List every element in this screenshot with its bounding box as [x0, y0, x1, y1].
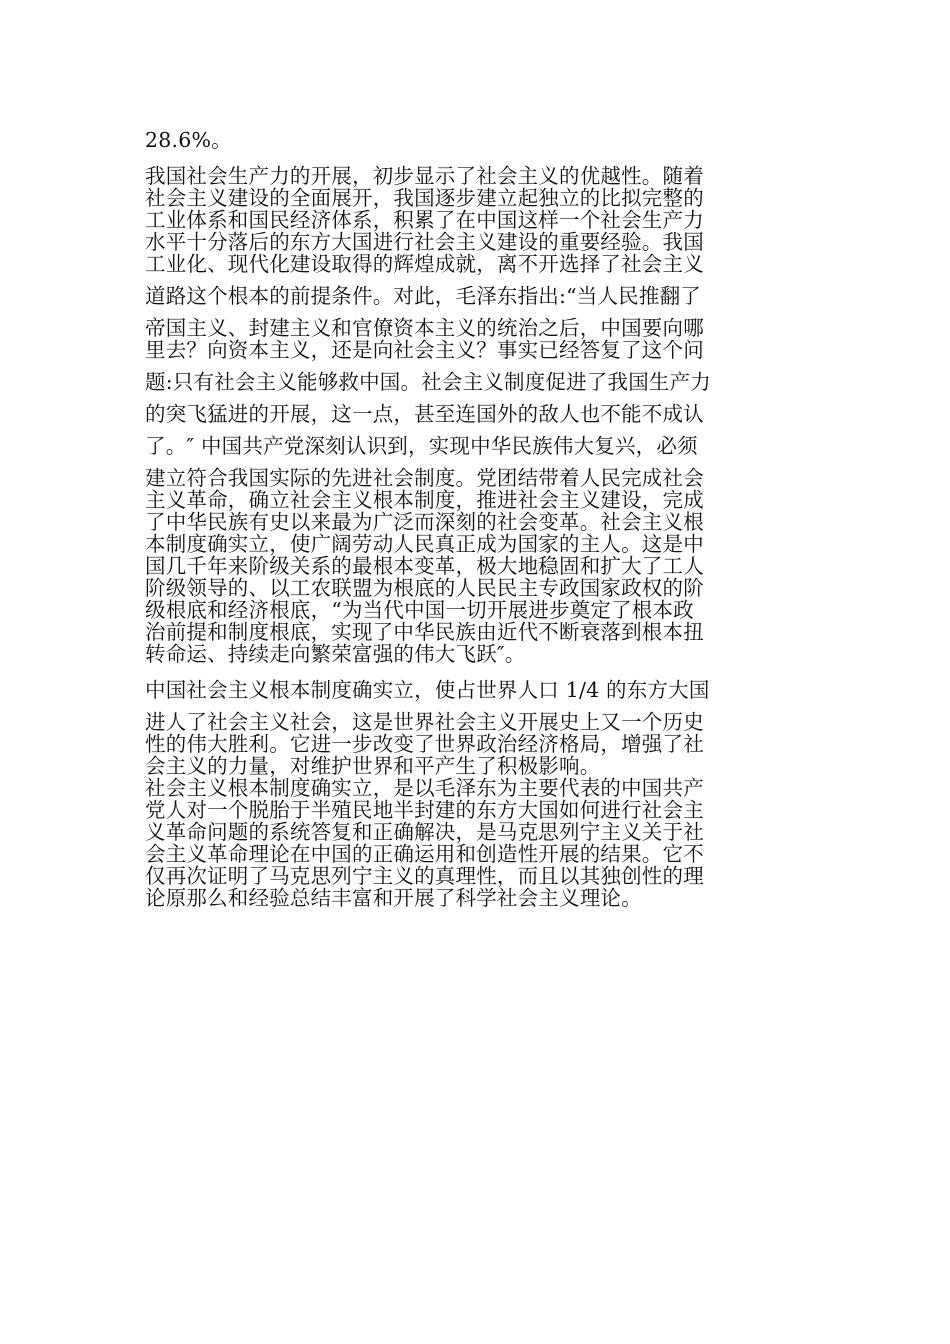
text-line: 党人对一个脱胎于半殖民地半封建的东方大国如何进行社会主 [145, 798, 704, 822]
text-line: 仅再次证明了马克思列宁主义的真理性，而且以其独创性的理 [145, 864, 704, 888]
text-line: 社会主义根本制度确实立，是以毛泽东为主要代表的中国共产 [145, 776, 704, 800]
text-line: 建立符合我国实际的先进社会制度。党团结带着人民完成社会 [145, 466, 704, 490]
text-line: 社会主义建设的全面展开，我国逐步建立起独立的比拟完整的 [145, 186, 704, 210]
text-line: 我国社会生产力的开展，初步显示了社会主义的优越性。随着 [145, 164, 704, 188]
text-line: 帝国主义、封建主义和官僚资本主义的统治之后，中国要向哪 [145, 316, 704, 340]
text-line: 阶级领导的、以工农联盟为根底的人民民主专政国家政权的阶 [145, 576, 704, 600]
text-line: 工业化、现代化建设取得的辉煌成就，离不开选择了社会主义 [145, 252, 704, 276]
text-line: 国几千年来阶级关系的最根本变革，极大地稳固和扩大了工人 [145, 554, 704, 578]
text-line: 道路这个根本的前提条件。对此，毛泽东指出:“当人民推翻了 [145, 284, 701, 308]
text-line: 本制度确实立，使广阔劳动人民真正成为国家的主人。这是中 [145, 532, 704, 556]
body-text [145, 129, 810, 909]
text-line: 了。″ 中国共产党深刻认识到，实现中华民族伟大复兴，必须 [145, 434, 698, 458]
text-line: 会主义革命理论在中国的正确运用和创造性开展的结果。它不 [145, 842, 704, 866]
text-line: 转命运、持续走向繁荣富强的伟大飞跃″。 [145, 642, 526, 666]
text-line: 义革命问题的系统答复和正确解决，是马克思列宁主义关于社 [145, 820, 704, 844]
text-line: 题:只有社会主义能够救中国。社会主义制度促进了我国生产力 [145, 370, 712, 394]
text-line: 水平十分落后的东方大国进行社会主义建设的重要经验。我国 [145, 230, 704, 254]
text-line: 论原那么和经验总结丰富和开展了科学社会主义理论。 [145, 886, 642, 910]
text-line: 会主义的力量，对维护世界和平产生了积极影响。 [145, 754, 601, 778]
text-line: 主义革命，确立社会主义根本制度，推进社会主义建设，完成 [145, 488, 704, 512]
text-line: 性的伟大胜利。它进一步改变了世界政治经济格局，增强了社 [145, 732, 704, 756]
text-line: 工业体系和国民经济体系，积累了在中国这样一个社会生产力 [145, 208, 704, 232]
text-line: 进人了社会主义社会，这是世界社会主义开展史上又一个历史 [145, 710, 704, 734]
text-line: 治前提和制度根底，实现了中华民族由近代不断衰落到根本扭 [145, 620, 704, 644]
text-line: 了中华民族有史以来最为广泛而深刻的社会变革。社会主义根 [145, 510, 704, 534]
text-line: 28.6%。 [145, 128, 232, 152]
text-line: 里去？向资本主义，还是向社会主义？事实已经答复了这个问 [145, 338, 704, 362]
text-line: 的突飞猛进的开展，这一点，甚至连国外的敌人也不能不成认 [145, 402, 704, 426]
text-line: 中国社会主义根本制度确实立，使占世界人口 1/4 的东方大国 [145, 678, 710, 702]
text-line: 级根底和经济根底，“为当代中国一切开展进步奠定了根本政 [145, 598, 694, 622]
